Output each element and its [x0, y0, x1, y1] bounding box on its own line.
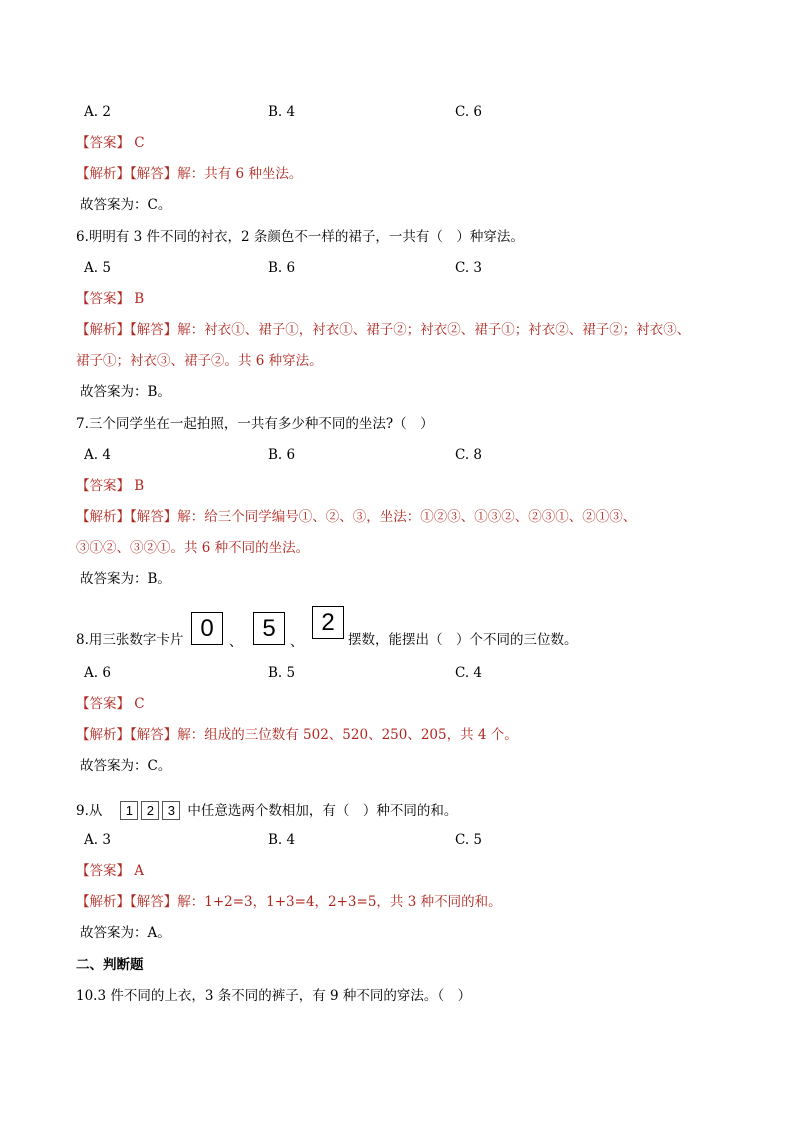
- option-c: C. 8: [455, 447, 483, 463]
- question-8-suffix: 摆数，能摆出（ ）个不同的三位数。: [348, 632, 578, 648]
- number-card-2: 2: [141, 801, 159, 820]
- question-9-prefix: 9.从: [76, 803, 103, 819]
- question-10: 10.3 件不同的上衣，3 条不同的裤子，有 9 种不同的穿法。（ ）: [76, 988, 472, 1004]
- answer-label: 【答案】: [76, 478, 130, 494]
- analysis-line: [76, 321, 690, 339]
- analysis-label: 【解析】【解答】: [76, 509, 178, 525]
- analysis-text: 解：组成的三位数有 502、520、250、205，共 4 个。: [177, 727, 518, 743]
- answer-label: 【答案】: [76, 135, 130, 151]
- option-c: C. 4: [455, 665, 483, 681]
- analysis-text: 解：共有 6 种坐法。: [177, 166, 303, 182]
- answer-line: [76, 862, 144, 880]
- question-9: [76, 801, 457, 820]
- option-c: C. 5: [455, 832, 483, 848]
- conclusion: 故答案为：A。: [80, 925, 171, 941]
- option-a: A. 6: [84, 665, 111, 681]
- option-b: B. 4: [268, 104, 296, 120]
- analysis-text: 解：1+2=3，1+3=4，2+3=5，共 3 种不同的和。: [177, 894, 502, 910]
- analysis-label: 【解析】【解答】: [76, 894, 178, 910]
- analysis-line: [76, 165, 302, 183]
- conclusion: 故答案为：B。: [80, 384, 171, 400]
- option-a: A. 5: [84, 260, 111, 276]
- analysis-line: [76, 508, 636, 526]
- answer-label: 【答案】: [76, 696, 130, 712]
- analysis-label: 【解析】【解答】: [76, 727, 178, 743]
- conclusion: 故答案为：C。: [80, 758, 172, 774]
- conclusion: 故答案为：C。: [80, 197, 172, 213]
- question-9-suffix: 中任意选两个数相加，有（ ）种不同的和。: [187, 803, 458, 819]
- question-8-prefix: 8.用三张数字卡片: [76, 632, 184, 648]
- analysis-text-cont: 裙子①；衬衣③、裙子②。共 6 种穿法。: [76, 353, 323, 369]
- analysis-text: 解：给三个同学编号①、②、③，坐法：①②③、①③②、②③①、②①③、: [177, 509, 637, 525]
- answer-line: [76, 290, 144, 308]
- option-a: A. 4: [84, 447, 111, 463]
- analysis-label: 【解析】【解答】: [76, 166, 178, 182]
- analysis-text-cont: ③①②、③②①。共 6 种不同的坐法。: [76, 540, 310, 556]
- option-b: B. 5: [268, 665, 296, 681]
- answer-value: A: [134, 863, 145, 879]
- option-a: A. 3: [84, 832, 111, 848]
- answer-value: B: [134, 291, 145, 307]
- card-separator: 、: [290, 634, 304, 650]
- answer-value: C: [134, 696, 145, 712]
- answer-line: [76, 134, 145, 152]
- option-c: C. 3: [455, 260, 483, 276]
- option-b: B. 4: [268, 832, 296, 848]
- analysis-line: [76, 893, 502, 911]
- number-card-2: 2: [312, 606, 344, 639]
- option-a: A. 2: [84, 104, 111, 120]
- number-card-1: 1: [120, 801, 138, 820]
- option-b: B. 6: [268, 260, 296, 276]
- section-title: 二、判断题: [76, 957, 144, 973]
- answer-line: [76, 477, 144, 495]
- answer-value: C: [134, 135, 145, 151]
- option-b: B. 6: [268, 447, 296, 463]
- answer-label: 【答案】: [76, 863, 130, 879]
- analysis-line: [76, 726, 518, 744]
- analysis-text: 解：衬衣①、裙子①，衬衣①、裙子②；衬衣②、裙子①；衬衣②、裙子②；衬衣③、: [177, 322, 691, 338]
- option-c: C. 6: [455, 104, 483, 120]
- number-card-3: 3: [162, 801, 180, 820]
- card-separator: 、: [229, 634, 243, 650]
- conclusion: 故答案为：B。: [80, 571, 171, 587]
- answer-value: B: [134, 478, 145, 494]
- question-7: 7.三个同学坐在一起拍照，一共有多少种不同的坐法?（ ）: [76, 416, 434, 432]
- question-6: 6.明明有 3 件不同的衬衣，2 条颜色不一样的裙子，一共有（ ）种穿法。: [76, 229, 524, 245]
- number-card-5: 5: [253, 612, 285, 645]
- answer-label: 【答案】: [76, 291, 130, 307]
- answer-line: [76, 695, 145, 713]
- analysis-label: 【解析】【解答】: [76, 322, 178, 338]
- number-card-0: 0: [191, 612, 223, 645]
